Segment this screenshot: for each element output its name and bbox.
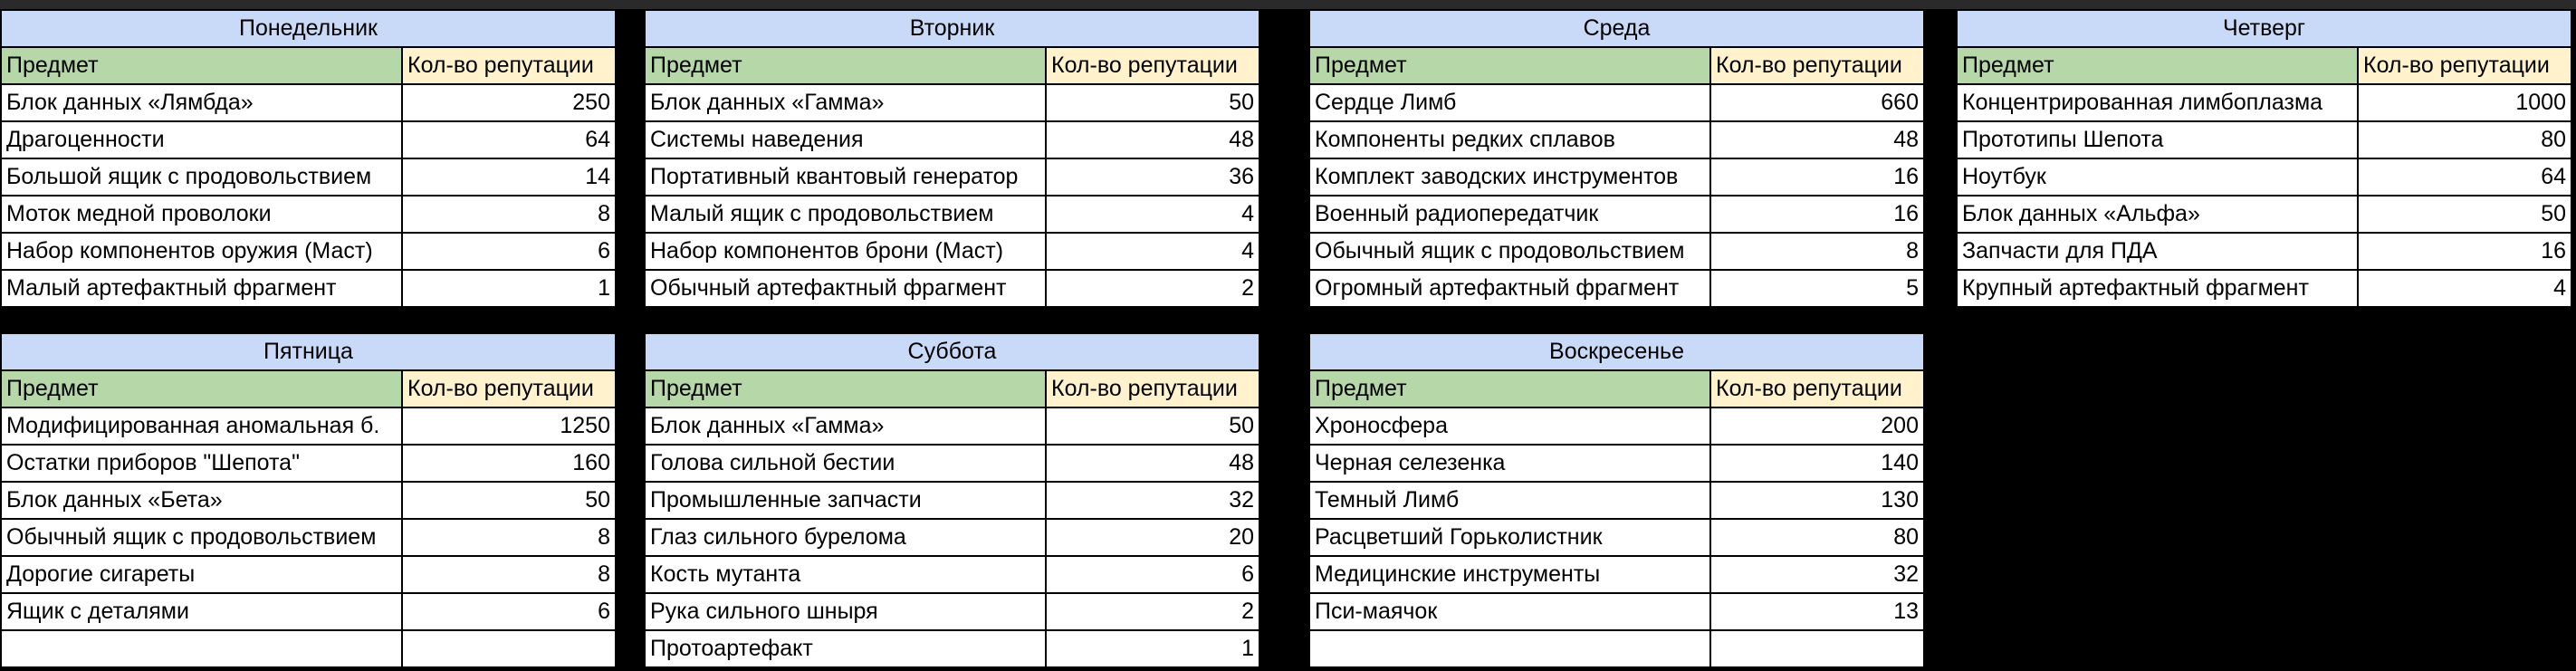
table-row (1, 84, 616, 121)
item-cell[interactable]: Большой ящик с продовольствием (1, 158, 402, 196)
rep-cell[interactable]: 4 (1046, 196, 1259, 233)
rep-cell[interactable]: 14 (402, 158, 616, 196)
item-cell[interactable]: Голова сильной бестии (645, 445, 1046, 482)
rep-cell[interactable]: 1 (1046, 630, 1259, 667)
item-cell[interactable]: Рука сильного шныря (645, 593, 1046, 630)
table-row (1309, 445, 1924, 482)
rep-cell[interactable]: 6 (1046, 556, 1259, 593)
header-rep: Кол-во репутации (1046, 370, 1259, 407)
table-row (645, 233, 1259, 270)
table-row (645, 84, 1259, 121)
item-cell[interactable]: Черная селезенка (1309, 445, 1710, 482)
table-row (1309, 519, 1924, 556)
item-cell[interactable]: Военный радиопередатчик (1309, 196, 1710, 233)
rep-cell[interactable]: 160 (402, 445, 616, 482)
rep-cell[interactable]: 16 (2358, 233, 2571, 270)
item-cell[interactable]: Блок данных «Альфа» (1957, 196, 2358, 233)
header-item: Предмет (645, 370, 1046, 407)
table-row (1957, 196, 2571, 233)
header-item: Предмет (645, 47, 1046, 84)
item-cell[interactable]: Модифицированная аномальная б. (1, 407, 402, 445)
table-row (1309, 593, 1924, 630)
day-title: Воскресенье (1309, 333, 1924, 370)
item-cell[interactable]: Запчасти для ПДА (1957, 233, 2358, 270)
table-row (1, 407, 616, 445)
item-cell[interactable]: Набор компонентов оружия (Маст) (1, 233, 402, 270)
table-row (1, 482, 616, 519)
rep-cell[interactable]: 50 (1046, 407, 1259, 445)
rep-cell[interactable]: 8 (1710, 233, 1924, 270)
table-row (1, 270, 616, 307)
rep-cell[interactable]: 8 (402, 556, 616, 593)
day-title: Суббота (645, 333, 1259, 370)
rep-cell[interactable]: 4 (1046, 233, 1259, 270)
rep-cell[interactable]: 6 (402, 233, 616, 270)
rep-cell[interactable]: 48 (1046, 121, 1259, 158)
table-row (645, 593, 1259, 630)
item-cell[interactable]: Блок данных «Бета» (1, 482, 402, 519)
table-tuesday (644, 9, 1260, 308)
table-row (645, 158, 1259, 196)
item-cell[interactable]: Комплект заводских инструментов (1309, 158, 1710, 196)
table-saturday (644, 332, 1260, 668)
item-cell[interactable]: Темный Лимб (1309, 482, 1710, 519)
rep-cell[interactable]: 5 (1710, 270, 1924, 307)
table-row (1, 630, 616, 667)
item-cell[interactable]: Блок данных «Лямбда» (1, 84, 402, 121)
item-cell[interactable]: Остатки приборов "Шепота" (1, 445, 402, 482)
item-cell[interactable]: Обычный ящик с продовольствием (1309, 233, 1710, 270)
header-item: Предмет (1, 370, 402, 407)
rep-cell[interactable]: 1250 (402, 407, 616, 445)
item-cell[interactable]: Обычный артефактный фрагмент (645, 270, 1046, 307)
table-row (645, 445, 1259, 482)
item-cell[interactable]: Медицинские инструменты (1309, 556, 1710, 593)
rep-cell[interactable]: 250 (402, 84, 616, 121)
rep-cell[interactable]: 64 (2358, 158, 2571, 196)
table-row (1309, 407, 1924, 445)
rep-cell[interactable]: 20 (1046, 519, 1259, 556)
item-cell[interactable]: Драгоценности (1, 121, 402, 158)
day-title: Пятница (1, 333, 616, 370)
rep-cell[interactable]: 1 (402, 270, 616, 307)
rep-cell[interactable]: 660 (1710, 84, 1924, 121)
table-row (645, 270, 1259, 307)
item-cell[interactable]: Кость мутанта (645, 556, 1046, 593)
table-row (1309, 270, 1924, 307)
item-cell[interactable]: Блок данных «Гамма» (645, 84, 1046, 121)
rep-cell[interactable]: 16 (1710, 158, 1924, 196)
rep-cell[interactable]: 2 (1046, 270, 1259, 307)
rep-cell[interactable]: 140 (1710, 445, 1924, 482)
table-sunday (1308, 332, 1925, 668)
item-cell[interactable]: Протоартефакт (645, 630, 1046, 667)
header-item: Предмет (1, 47, 402, 84)
table-row (645, 630, 1259, 667)
table-row (1309, 84, 1924, 121)
item-cell[interactable]: Ящик с деталями (1, 593, 402, 630)
rep-cell[interactable]: 16 (1710, 196, 1924, 233)
header-rep: Кол-во репутации (1046, 47, 1259, 84)
rep-cell[interactable]: 32 (1046, 482, 1259, 519)
item-cell[interactable]: Моток медной проволоки (1, 196, 402, 233)
header-rep: Кол-во репутации (402, 47, 616, 84)
rep-cell[interactable]: 8 (402, 196, 616, 233)
item-cell[interactable]: Малый артефактный фрагмент (1, 270, 402, 307)
rep-cell[interactable]: 50 (1046, 84, 1259, 121)
rep-cell[interactable]: 32 (1710, 556, 1924, 593)
table-row (1, 158, 616, 196)
header-item: Предмет (1309, 47, 1710, 84)
rep-cell[interactable]: 130 (1710, 482, 1924, 519)
table-row (1, 556, 616, 593)
item-cell[interactable]: Блок данных «Гамма» (645, 407, 1046, 445)
item-cell[interactable]: Системы наведения (645, 121, 1046, 158)
rep-cell[interactable]: 1000 (2358, 84, 2571, 121)
table-row (1, 519, 616, 556)
table-row (1309, 196, 1924, 233)
table-row (1957, 158, 2571, 196)
day-title: Среда (1309, 10, 1924, 47)
table-friday (0, 332, 617, 668)
rep-cell[interactable]: 80 (2358, 121, 2571, 158)
item-cell[interactable] (1309, 630, 1710, 667)
rep-cell[interactable]: 48 (1710, 121, 1924, 158)
item-cell[interactable]: Расцветший Горьколистник (1309, 519, 1710, 556)
table-row (645, 121, 1259, 158)
rep-cell[interactable]: 64 (402, 121, 616, 158)
item-cell[interactable]: Набор компонентов брони (Маст) (645, 233, 1046, 270)
rep-cell[interactable]: 80 (1710, 519, 1924, 556)
rep-cell[interactable] (1710, 630, 1924, 667)
day-title: Понедельник (1, 10, 616, 47)
item-cell[interactable]: Прототипы Шепота (1957, 121, 2358, 158)
item-cell[interactable]: Концентрированная лимбоплазма (1957, 84, 2358, 121)
table-row (645, 556, 1259, 593)
item-cell[interactable]: Обычный ящик с продовольствием (1, 519, 402, 556)
header-rep: Кол-во репутации (402, 370, 616, 407)
table-row (1309, 121, 1924, 158)
rep-cell[interactable]: 8 (402, 519, 616, 556)
table-row (1309, 630, 1924, 667)
table-row (645, 407, 1259, 445)
rep-cell[interactable]: 36 (1046, 158, 1259, 196)
table-row (1, 233, 616, 270)
table-row (1, 121, 616, 158)
table-row (1957, 233, 2571, 270)
table-row (1957, 84, 2571, 121)
rep-cell[interactable]: 50 (2358, 196, 2571, 233)
header-rep: Кол-во репутации (1710, 47, 1924, 84)
table-row (1, 196, 616, 233)
table-row (1, 445, 616, 482)
rep-cell[interactable]: 200 (1710, 407, 1924, 445)
rep-cell[interactable]: 6 (402, 593, 616, 630)
table-monday (0, 9, 617, 308)
rep-cell[interactable]: 4 (2358, 270, 2571, 307)
header-rep: Кол-во репутации (1710, 370, 1924, 407)
item-cell[interactable]: Ноутбук (1957, 158, 2358, 196)
item-cell[interactable]: Огромный артефактный фрагмент (1309, 270, 1710, 307)
item-cell[interactable]: Портативный квантовый генератор (645, 158, 1046, 196)
table-row (1309, 158, 1924, 196)
day-title: Четверг (1957, 10, 2571, 47)
top-border (0, 0, 2576, 9)
item-cell[interactable]: Крупный артефактный фрагмент (1957, 270, 2358, 307)
table-row (1309, 482, 1924, 519)
rep-cell[interactable]: 13 (1710, 593, 1924, 630)
header-item: Предмет (1957, 47, 2358, 84)
item-cell[interactable]: Малый ящик с продовольствием (645, 196, 1046, 233)
table-row (1, 593, 616, 630)
item-cell[interactable]: Сердце Лимб (1309, 84, 1710, 121)
day-title: Вторник (645, 10, 1259, 47)
item-cell[interactable]: Компоненты редких сплавов (1309, 121, 1710, 158)
table-row (645, 196, 1259, 233)
header-rep: Кол-во репутации (2358, 47, 2571, 84)
table-row (645, 482, 1259, 519)
item-cell[interactable]: Пси-маячок (1309, 593, 1710, 630)
rep-cell[interactable]: 50 (402, 482, 616, 519)
table-row (645, 519, 1259, 556)
item-cell[interactable]: Хроносфера (1309, 407, 1710, 445)
table-row (1309, 556, 1924, 593)
table-wednesday (1308, 9, 1925, 308)
rep-cell[interactable] (402, 630, 616, 667)
item-cell[interactable]: Дорогие сигареты (1, 556, 402, 593)
header-item: Предмет (1309, 370, 1710, 407)
table-thursday (1956, 9, 2572, 308)
rep-cell[interactable]: 2 (1046, 593, 1259, 630)
rep-cell[interactable]: 48 (1046, 445, 1259, 482)
table-row (1957, 121, 2571, 158)
item-cell[interactable]: Промышленные запчасти (645, 482, 1046, 519)
item-cell[interactable] (1, 630, 402, 667)
item-cell[interactable]: Глаз сильного бурелома (645, 519, 1046, 556)
table-row (1309, 233, 1924, 270)
table-row (1957, 270, 2571, 307)
